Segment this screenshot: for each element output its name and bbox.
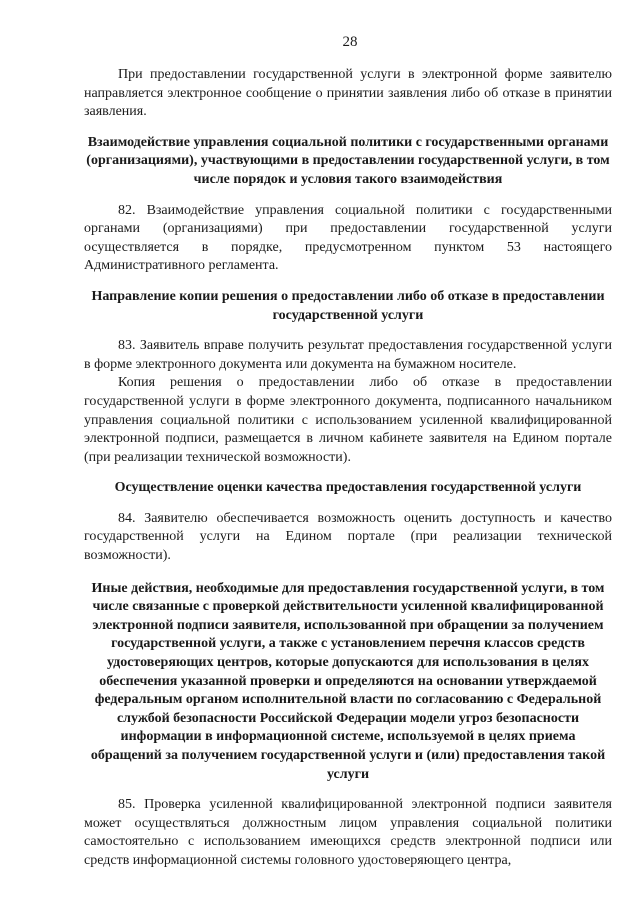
document-body bbox=[84, 66, 612, 871]
paragraph-83: 83. Заявитель вправе получить результат предоставления государственной услуги в форме электронного документа или документа на бумажном носителе. bbox=[84, 338, 612, 372]
paragraph-84: 84. Заявителю обеспечивается возможность оценить доступность и качество государственной услуги на Едином портале (при реализации технической возможности). bbox=[84, 510, 612, 564]
heading-interaction: Взаимодействие управления социальной политики с государственными органами (организациями), участвующими в предоставлении государственной услуги, в том числе порядок и условия такого взаимодействия bbox=[86, 134, 610, 187]
paragraph-decision-copy: Копия решения о предоставлении либо об отказе в предоставлении государственной услуги в форме электронного документа, подписанного начальником управления социальной политики с использованием усиленной квалифицированной электронной подписи, размещается в личном кабинете заявителя на Едином портале (при реализации технической возможности). bbox=[84, 375, 612, 465]
paragraph-electronic-notice: При предоставлении государственной услуги в электронной форме заявителю направляется электронное сообщение о принятии заявления либо об отказе в принятии заявления. bbox=[84, 67, 612, 120]
paragraph-85: 85. Проверка усиленной квалифицированной электронной подписи заявителя может осуществляться должностным лицом управления социальной политики самостоятельно с использованием имеющихся средств электронной подписи или средств информационной системы головного удостоверяющего центра, bbox=[84, 797, 612, 868]
heading-decision-copy: Направление копии решения о предоставлении либо об отказе в предоставлении государственной услуги bbox=[91, 288, 605, 323]
page-number: 28 bbox=[342, 34, 358, 50]
heading-other-actions: Иные действия, необходимые для предоставления государственной услуги, в том числе связанные с проверкой действительности усиленной квалифицированной электронной подписи заявителя, использованной при обращении за получением государственной услуги, а также с установлением перечня классов средств удостоверяющих центров, которые допускаются для использования в целях обеспечения указанной проверки и определяются на основании утверждаемой федеральным органом исполнительной власти по согласованию с Федеральной службой безопасности Российской Федерации модели угроз безопасности информации в информационной системе, используемой в целях приема обращений за получением государственной услуги и (или) предоставления такой услуги bbox=[90, 580, 606, 782]
paragraph-82: 82. Взаимодействие управления социальной политики с государственными органами (организациями) при предоставлении государственной услуги осуществляется в порядке, предусмотренном пунктом 53 настоящего Административного регламента. bbox=[84, 202, 612, 274]
heading-quality-assessment: Осуществление оценки качества предоставления государственной услуги bbox=[114, 480, 582, 496]
